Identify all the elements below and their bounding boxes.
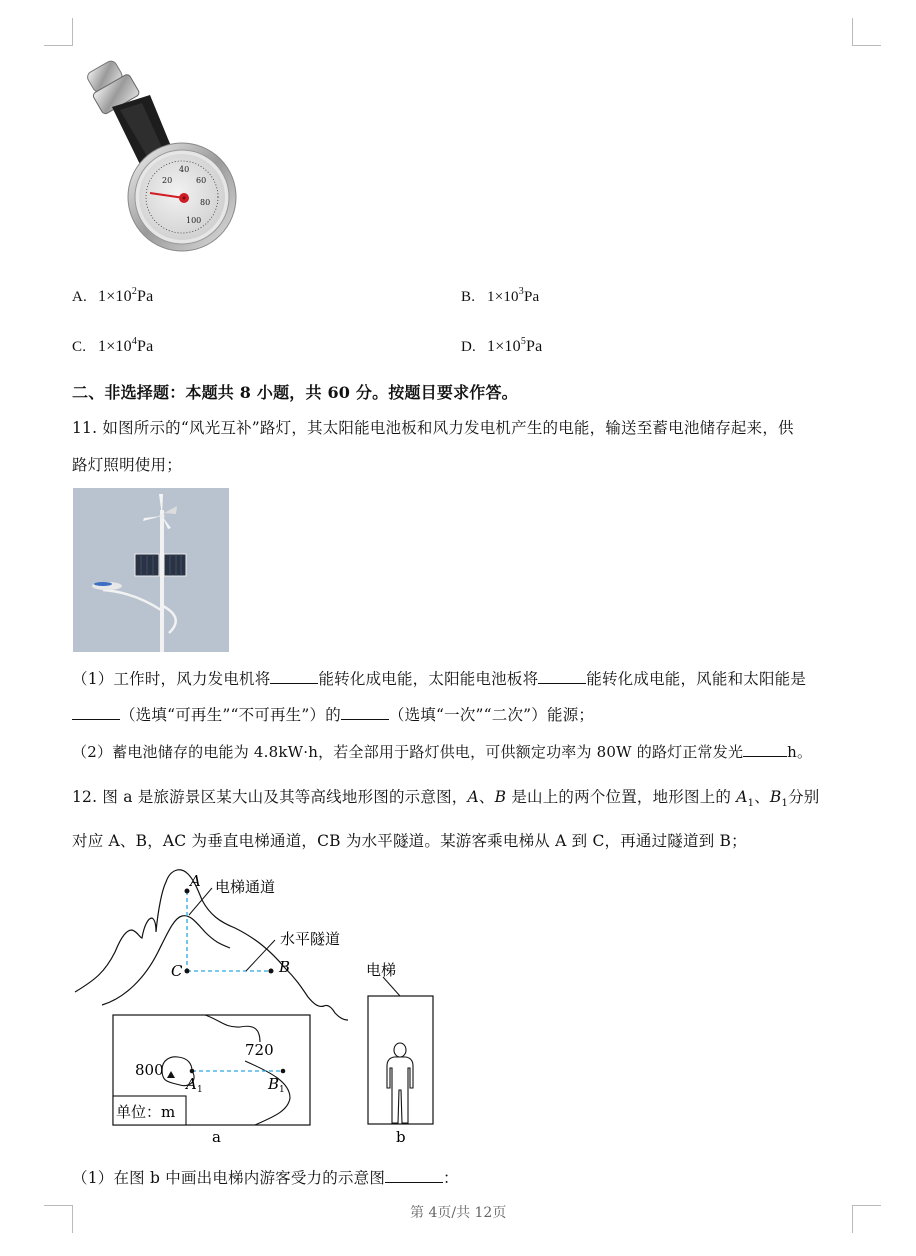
- q12-text-b: 是山上的两个位置，地形图上的: [506, 788, 737, 806]
- crop-mark-top-right: [852, 18, 881, 46]
- crop-mark-top-left: [44, 18, 73, 46]
- contour-720-label: 720: [245, 1041, 274, 1059]
- label-c: C: [171, 962, 183, 980]
- crop-mark-bottom-left: [44, 1205, 73, 1233]
- q11-text-line1: 11. 如图所示的“风光互补”路灯，其太阳能电池板和风力发电机产生的电能，输送至蓄电池储存起来，供: [72, 419, 794, 437]
- elevator-box: [368, 996, 433, 1124]
- q11-part2-text-a: （2）蓄电池储存的电能为 4.8kW·h，若全部用于路灯供电，可供额定功率为 80W 的路灯正常发光: [72, 743, 744, 761]
- option-a-base: 1×10: [98, 288, 132, 305]
- q11-text-line2: 路灯照明使用；: [72, 456, 182, 474]
- label-a1: A: [186, 1075, 197, 1093]
- q11-part1-text-e: （选填“一次”“二次”）能源；: [388, 706, 595, 724]
- q12-text-line2: 对应 A、B，AC 为垂直电梯通道，CB 为水平隧道。某游客乘电梯从 A 到 C，再通过隧道到 B；: [72, 832, 747, 850]
- section-heading: 二、非选择题：本题共 8 小题，共 60 分。按题目要求作答。: [72, 383, 518, 402]
- page-number-footer: 第 4页/共 12页: [410, 1205, 507, 1221]
- answer-blank-4[interactable]: [341, 705, 389, 720]
- q11-part2: [72, 741, 812, 762]
- q12-separator: 、: [478, 788, 495, 806]
- answer-blank-5[interactable]: [743, 742, 787, 757]
- answer-blank-2[interactable]: [538, 669, 586, 684]
- label-elevator: 电梯: [366, 961, 397, 979]
- label-b1-subscript: 1: [279, 1085, 285, 1095]
- option-c[interactable]: [72, 336, 153, 356]
- q12-text-a: 12. 图 a 是旅游景区某大山及其等高线地形图的示意图，: [72, 788, 468, 806]
- gauge-dial-number: 60: [196, 176, 207, 185]
- option-b-base: 1×10: [487, 289, 519, 305]
- caption-a: a: [212, 1128, 221, 1146]
- option-b-exponent: 3: [518, 286, 524, 297]
- option-c-unit: Pa: [137, 338, 154, 355]
- caption-b: b: [396, 1128, 406, 1146]
- option-a-unit: Pa: [137, 288, 154, 305]
- q12-part1-end: ：: [443, 1169, 459, 1187]
- gauge-dial-number: 80: [200, 198, 211, 207]
- option-d-label: D.: [461, 339, 476, 355]
- option-c-base: 1×10: [98, 338, 132, 355]
- option-c-exponent: 4: [131, 336, 138, 347]
- label-a: A: [190, 872, 201, 890]
- gauge-dial-number: 100: [186, 216, 202, 225]
- option-a-exponent: 2: [131, 286, 138, 297]
- label-b1: B: [268, 1075, 280, 1093]
- q11-part1-line1: [72, 667, 806, 689]
- gauge-dial-number: 20: [162, 176, 173, 185]
- q12-text-line1: [72, 785, 819, 809]
- q12-text-c: 分别: [788, 788, 820, 806]
- option-b-unit: Pa: [523, 289, 540, 305]
- unit-label: 单位：m: [116, 1103, 176, 1121]
- q12-point-b1: B: [769, 788, 782, 806]
- passenger-figure-icon: [387, 1043, 413, 1123]
- option-a[interactable]: [72, 286, 153, 306]
- option-c-label: C.: [72, 339, 87, 355]
- mountain-elevator-figure: [70, 860, 450, 1150]
- crop-mark-bottom-right: [852, 1205, 881, 1233]
- pressure-gauge-image: [72, 55, 262, 255]
- option-d-unit: Pa: [526, 338, 543, 355]
- q12-part1: [72, 1166, 459, 1188]
- label-a1-subscript: 1: [197, 1085, 203, 1095]
- point-c-dot: [185, 969, 190, 974]
- label-elevator-shaft: 电梯通道: [215, 878, 276, 896]
- option-d-base: 1×10: [487, 338, 521, 355]
- mountain-outline-front: [102, 916, 230, 1005]
- q12-part1-text: （1）在图 b 中画出电梯内游客受力的示意图: [72, 1169, 386, 1187]
- contour-800-label: 800: [135, 1061, 164, 1079]
- q12-point-a1: A: [736, 788, 748, 806]
- q12-point-b: B: [494, 788, 507, 806]
- label-tunnel: 水平隧道: [280, 930, 341, 948]
- q12-separator: 、: [754, 788, 770, 806]
- q11-part1-text-c: 能转化成电能，风能和太阳能是: [586, 670, 807, 688]
- q11-part1-text-b: 能转化成电能，太阳能电池板将: [318, 670, 539, 688]
- option-b[interactable]: [461, 286, 539, 306]
- point-a-dot: [185, 889, 190, 894]
- answer-blank-3[interactable]: [72, 705, 120, 720]
- wind-solar-street-light-image: [73, 488, 229, 652]
- q12-subscript: 1: [781, 798, 789, 810]
- option-d-exponent: 5: [520, 336, 527, 347]
- option-a-label: A.: [72, 289, 87, 305]
- q11-part1-text-d: （选填“可再生”“不可再生”）的: [120, 706, 341, 724]
- peak-triangle-icon: [167, 1071, 175, 1078]
- q11-part2-text-b: h。: [787, 743, 813, 761]
- answer-blank-1[interactable]: [270, 669, 318, 684]
- option-b-label: B.: [461, 289, 476, 305]
- answer-blank-6[interactable]: [385, 1168, 443, 1183]
- q11-part1-line2: [72, 703, 594, 725]
- gauge-dial-number: 40: [179, 165, 190, 174]
- label-b: B: [279, 958, 291, 976]
- option-d[interactable]: [461, 336, 542, 356]
- q12-subscript: 1: [747, 798, 755, 810]
- point-b-dot: [269, 969, 274, 974]
- q11-part1-text-a: （1）工作时，风力发电机将: [72, 670, 271, 688]
- q12-point-a: A: [467, 788, 479, 806]
